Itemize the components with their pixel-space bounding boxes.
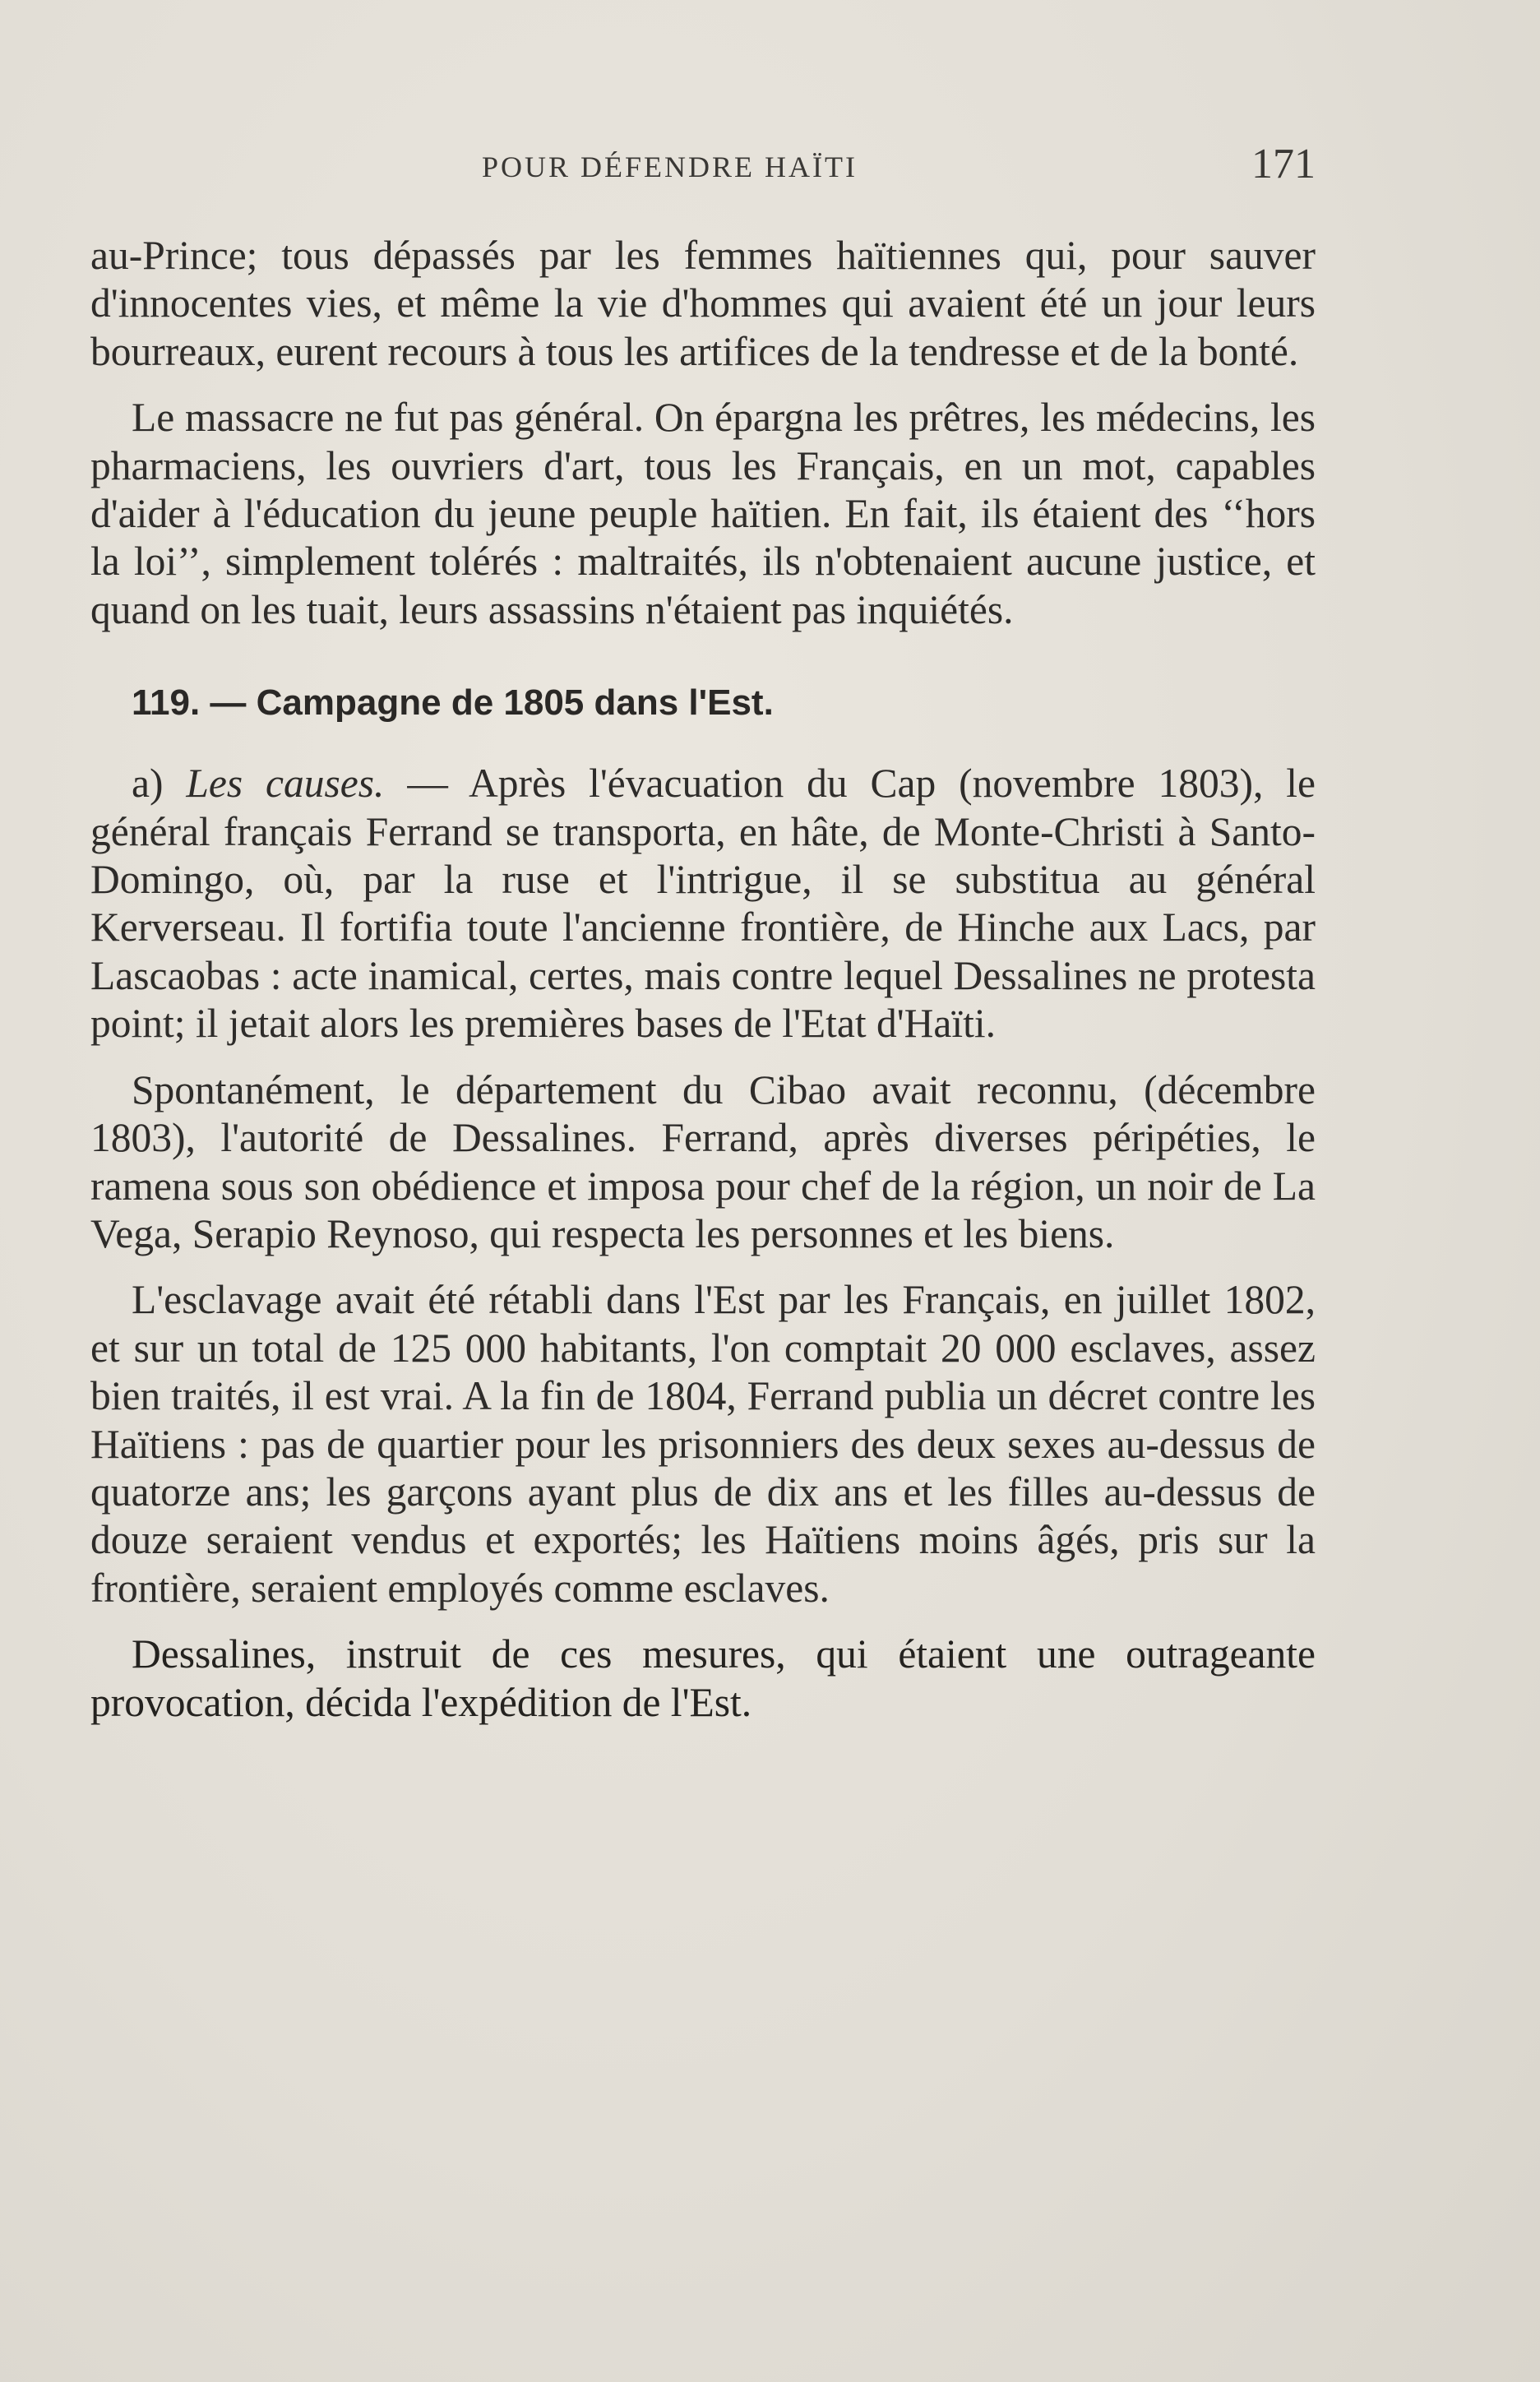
running-title: POUR DÉFENDRE HAÏTI: [482, 150, 858, 183]
paragraph-causes: [90, 760, 1316, 1048]
subsection-label: a): [132, 761, 187, 807]
paragraph-causes-text: — Après l'évacuation du Cap (novembre 1803), le général français Ferrand se transporta, en hâte, de Monte-Christi à Santo-Domingo, où, par la ruse et l'intrigue, il se substitua au général Kerverseau. Il fortifia toute l'ancienne frontière, de Hinche aux Lacs, par Lascaobas : acte inamical, certes, mais contre lequel Dessalines ne protesta point; il jetait alors les premières bases de l'Etat d'Haïti.: [90, 761, 1316, 1047]
section-heading: 119. — Campagne de 1805 dans l'Est.: [132, 682, 774, 724]
body-text: [90, 232, 1316, 1745]
running-head: [90, 140, 1316, 189]
paragraph-continuation: au-Prince; tous dépassés par les femmes haïtiennes qui, pour sauver d'innocentes vies, et même la vie d'hommes qui avaient été un jour leurs bourreaux, eurent recours à tous les artifices de la tendresse et de la bonté.: [90, 233, 1316, 374]
subsection-title: Les causes.: [186, 761, 385, 807]
paragraph-cibao: Spontanément, le département du Cibao avait reconnu, (décembre 1803), l'autorité de Dessalines. Ferrand, après diverses péripéties, le ramena sous son obédience et imposa pour chef de la région, un noir de La Vega, Serapio Reynoso, qui respecta les personnes et les biens.: [90, 1066, 1316, 1256]
paragraph-dessalines: Dessalines, instruit de ces mesures, qui étaient une outrageante provocation, décida l'expédition de l'Est.: [90, 1631, 1316, 1725]
paragraph-slavery: L'esclavage avait été rétabli dans l'Est par les Français, en juillet 1802, et sur un total de 125 000 habitants, l'on comptait 20 000 esclaves, assez bien traités, il est vrai. A la fin de 1804, Ferrand publia un décret contre les Haïtiens : pas de quartier pour les prisonniers des deux sexes au-dessus de quatorze ans; les garçons ayant plus de dix ans et les filles au-dessus de douze seraient vendus et exportés; les Haïtiens moins âgés, pris sur la frontière, seraient employés comme esclaves.: [90, 1277, 1316, 1611]
page-number: 171: [1251, 141, 1316, 187]
paragraph-massacre: Le massacre ne fut pas général. On épargna les prêtres, les médecins, les pharmaciens, les ouvriers d'art, tous les Français, en un mot, capables d'aider à l'éducation du jeune peuple haïtien. En fait, ils étaient des ‘‘hors la loi’’, simplement tolérés : maltraités, ils n'obtenaient aucune justice, et quand on les tuait, leurs assassins n'étaient pas inquiétés.: [90, 395, 1316, 632]
